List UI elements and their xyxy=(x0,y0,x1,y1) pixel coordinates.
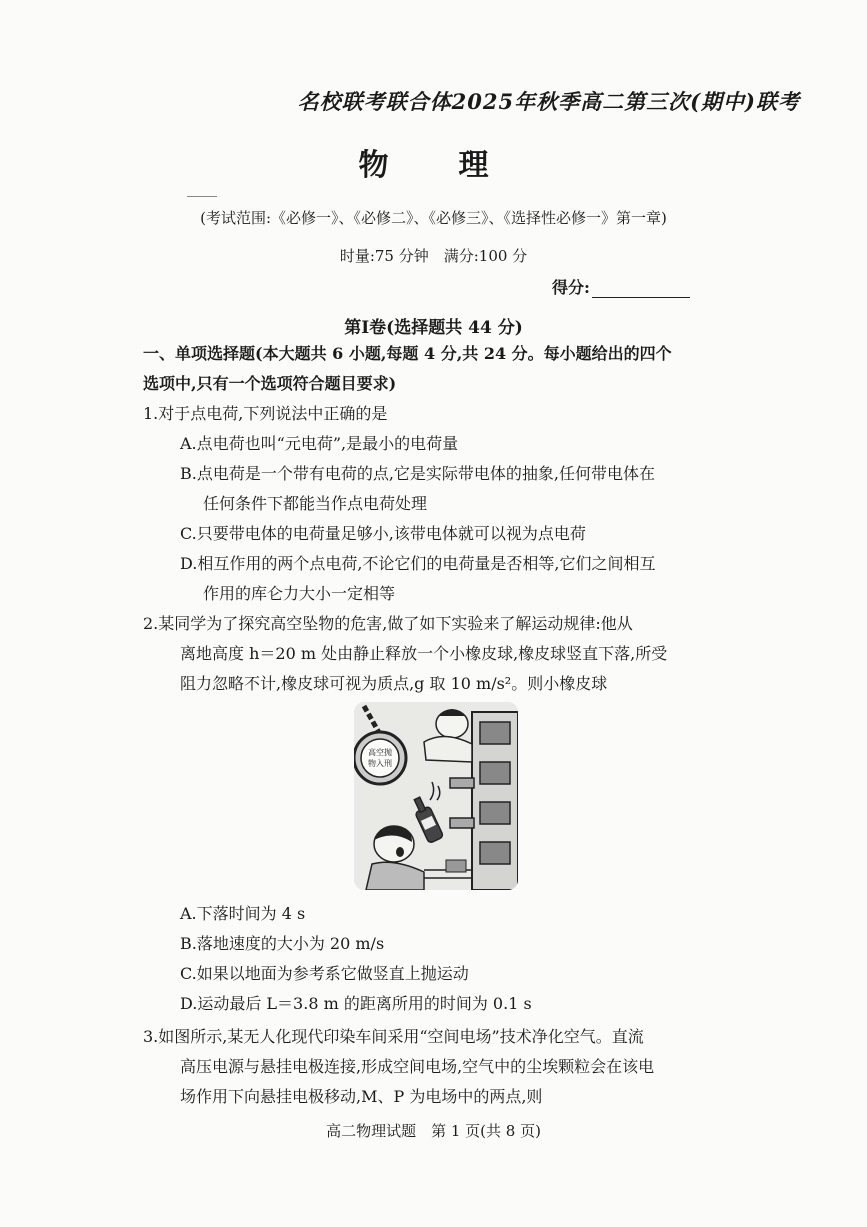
q2-option-a: A.下落时间为 4 s xyxy=(180,904,306,923)
q1-option-b-line2: 任何条件下都能当作点电荷处理 xyxy=(203,494,428,513)
q1-option-a: A.点电荷也叫“元电荷”,是最小的电荷量 xyxy=(180,434,459,453)
q1-option-d-line2: 作用的库仑力大小一定相等 xyxy=(203,584,396,603)
score-blank[interactable] xyxy=(592,281,690,298)
q1-option-b-line1: B.点电荷是一个带有电荷的点,它是实际带电体的抽象,任何带电体在 xyxy=(180,464,656,483)
q2-stem-line2: 离地高度 h＝20 m 处由静止释放一个小橡皮球,橡皮球竖直下落,所受 xyxy=(180,644,668,663)
exam-scope: (考试范围:《必修一》、《必修二》、《必修三》、《选择性必修一》第一章) xyxy=(200,209,667,227)
q2-stem-line1: 2.某同学为了探究高空坠物的危害,做了如下实验来了解运动规律:他从 xyxy=(143,614,633,633)
cuff-sign-line1: 高空抛 xyxy=(368,748,392,757)
exam-header-title: 名校联考联合体2025年秋季高二第三次(期中)联考 xyxy=(297,89,800,114)
page-footer: 高二物理试题 第 1 页(共 8 页) xyxy=(326,1122,541,1140)
instructions-line-1: 一、单项选择题(本大题共 6 小题,每题 4 分,共 24 分。每小题给出的四个 xyxy=(143,344,672,363)
q1-option-d-line1: D.相互作用的两个点电荷,不论它们的电荷量是否相等,它们之间相互 xyxy=(180,554,656,573)
instructions-line-2: 选项中,只有一个选项符合题目要求) xyxy=(143,374,397,393)
subject-title: 物 理 xyxy=(358,148,509,183)
q1-option-c: C.只要带电体的电荷量足够小,该带电体就可以视为点电荷 xyxy=(180,524,586,543)
q2-stem-line3: 阻力忽略不计,橡皮球可视为质点,g 取 10 m/s²。则小橡皮球 xyxy=(180,674,608,693)
q3-stem-line3: 场作用下向悬挂电极移动,M、P 为电场中的两点,则 xyxy=(180,1087,543,1106)
cuff-sign-line2: 物入刑 xyxy=(368,759,392,768)
divider xyxy=(187,196,217,197)
q2-option-d: D.运动最后 L＝3.8 m 的距离所用的时间为 0.1 s xyxy=(180,994,532,1013)
cartoon-illustration xyxy=(354,702,518,890)
falling-object-cartoon xyxy=(354,702,518,890)
q3-stem-line2: 高压电源与悬挂电极连接,形成空间电场,空气中的尘埃颗粒会在该电 xyxy=(180,1057,655,1076)
q1-stem: 1.对于点电荷,下列说法中正确的是 xyxy=(143,404,388,423)
time-and-score: 时量:75 分钟 满分:100 分 xyxy=(339,247,528,265)
q3-stem-line1: 3.如图所示,某无人化现代印染车间采用“空间电场”技术净化空气。直流 xyxy=(143,1027,644,1046)
q2-option-c: C.如果以地面为参考系它做竖直上抛运动 xyxy=(180,964,469,983)
score-field[interactable] xyxy=(552,275,690,298)
q2-option-b: B.落地速度的大小为 20 m/s xyxy=(180,934,385,953)
section-title: 第Ⅰ卷(选择题共 44 分) xyxy=(344,318,523,338)
score-label: 得分: xyxy=(552,278,590,297)
